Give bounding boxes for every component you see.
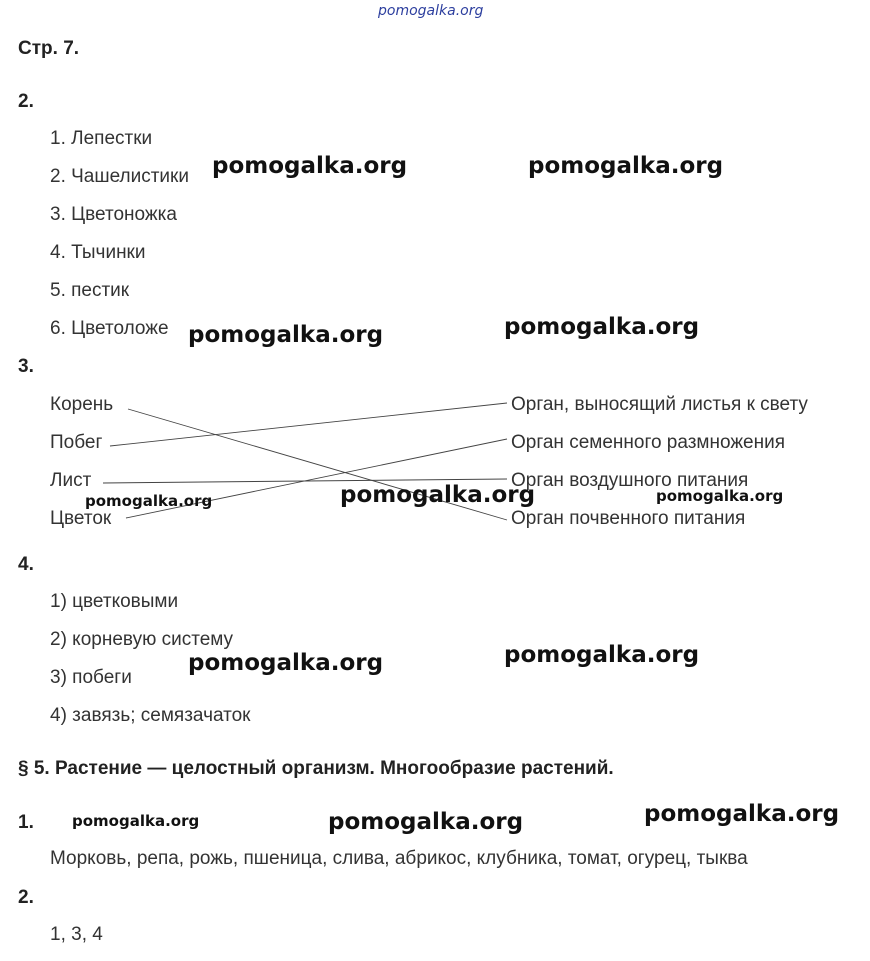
watermark: pomogalka.org (188, 650, 384, 676)
task-4-number: 4. (18, 554, 34, 575)
match-right-1: Орган, выносящий листья к свету (511, 394, 808, 415)
task-2-item-3: 3. Цветоножка (50, 204, 177, 225)
match-left-leaf: Лист (50, 470, 92, 491)
match-right-4: Орган почвенного питания (511, 508, 746, 529)
watermark: pomogalka.org (340, 482, 536, 508)
page-reference: Стр. 7. (18, 38, 80, 59)
watermark: pomogalka.org (504, 642, 700, 668)
match-right-2: Орган семенного размножения (511, 432, 786, 453)
section-task-1-number: 1. (18, 812, 34, 833)
watermark: pomogalka.org (72, 812, 200, 830)
task-4-item-2: 2) корневую систему (50, 629, 234, 650)
section-task-1-answer: Морковь, репа, рожь, пшеница, слива, абрикос, клубника, томат, огурец, тыква (50, 848, 748, 869)
match-left-root: Корень (50, 394, 114, 415)
task-2-item-6: 6. Цветоложе (50, 318, 169, 339)
task-3-number: 3. (18, 356, 34, 377)
watermark: pomogalka.org (528, 153, 724, 179)
watermark: pomogalka.org (188, 322, 384, 348)
task-2-item-4: 4. Тычинки (50, 242, 146, 263)
task-2-item-5: 5. пестик (50, 280, 130, 301)
watermark: pomogalka.org (504, 314, 700, 340)
match-left-flower: Цветок (50, 508, 112, 529)
watermark-top: pomogalka.org (378, 3, 484, 19)
task-2-item-1: 1. Лепестки (50, 128, 153, 149)
watermark: pomogalka.org (656, 487, 784, 505)
match-left-shoot: Побег (50, 432, 103, 453)
task-4-item-1: 1) цветковыми (50, 591, 179, 612)
match-right-3: Орган воздушного питания (511, 470, 749, 491)
section-task-2-number: 2. (18, 887, 34, 908)
task-2-number: 2. (18, 91, 34, 112)
watermark: pomogalka.org (85, 492, 213, 510)
section-title: § 5. Растение — целостный организм. Многообразие растений. (18, 758, 614, 779)
task-2-item-2: 2. Чашелистики (50, 166, 189, 187)
task-4-item-3: 3) побеги (50, 667, 132, 688)
task-4-item-4: 4) завязь; семязачаток (50, 705, 251, 726)
section-task-2-answer: 1, 3, 4 (50, 924, 103, 945)
watermark: pomogalka.org (644, 801, 840, 827)
watermark: pomogalka.org (328, 809, 524, 835)
match-line-shoot (110, 403, 507, 446)
watermark: pomogalka.org (212, 153, 408, 179)
